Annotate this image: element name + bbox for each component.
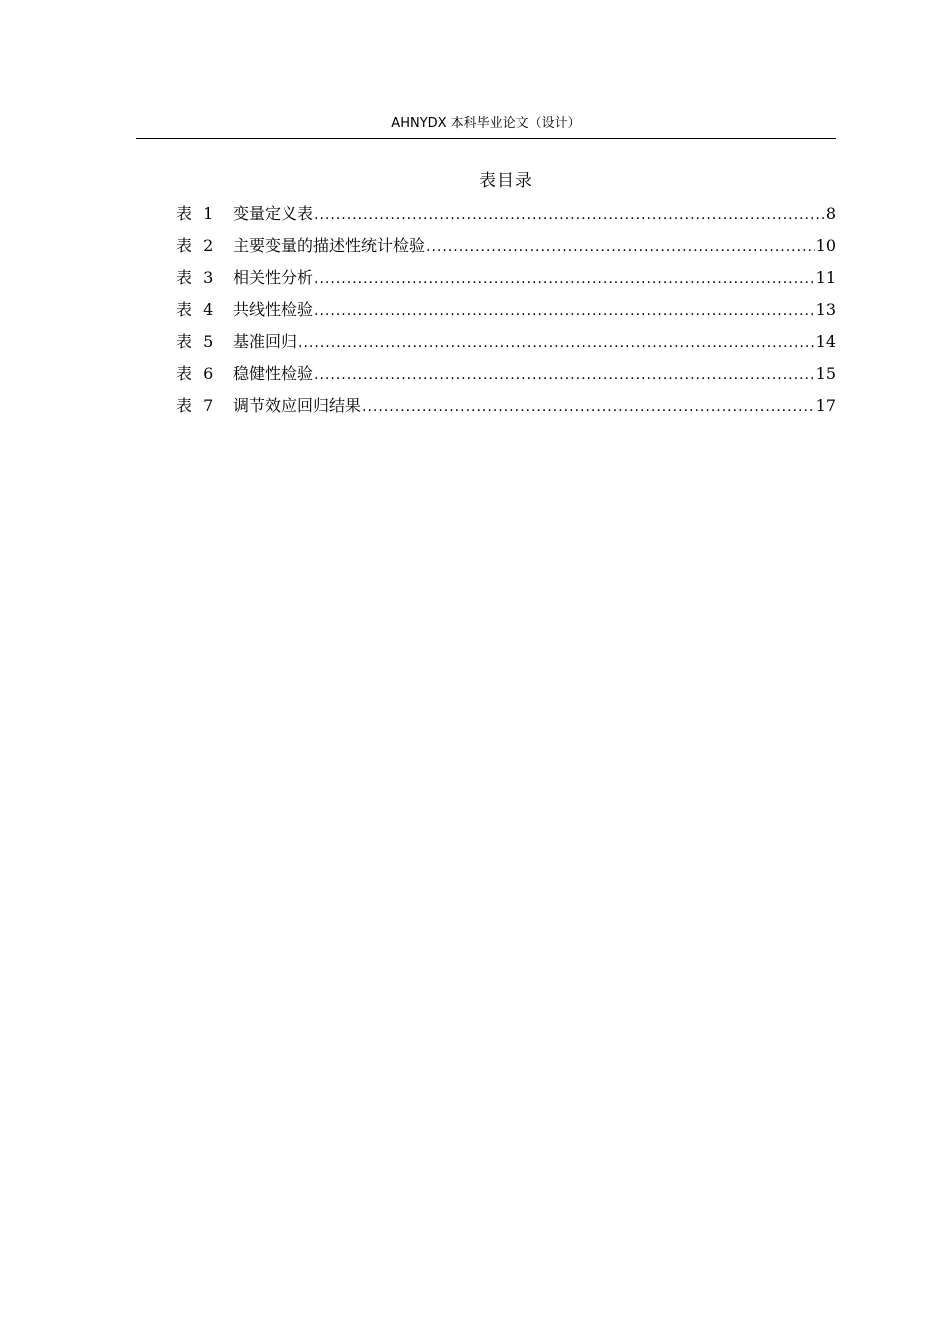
toc-entry-page: 13 [815, 300, 836, 319]
toc-entry-label: 表 1 [176, 204, 214, 223]
toc-entry-title: 相关性分析 [233, 268, 314, 287]
dot-leader [362, 391, 815, 423]
toc-entry-table-4[interactable] [176, 294, 836, 326]
dot-leader [314, 295, 815, 327]
toc-entry-label: 表 5 [176, 332, 214, 351]
toc-entry-page: 15 [815, 364, 836, 383]
toc-entry-title: 变量定义表 [233, 204, 314, 223]
toc-entry-label: 表 2 [176, 236, 214, 255]
toc-entry-table-3[interactable] [176, 262, 836, 294]
toc-entry-page: 14 [815, 332, 836, 351]
toc-entry-table-5[interactable] [176, 326, 836, 358]
toc-title: 表目录 [479, 171, 533, 191]
toc-entry-table-1[interactable] [176, 198, 836, 230]
toc-entry-label: 表 6 [176, 364, 214, 383]
dot-leader [314, 199, 825, 231]
toc-entry-title: 主要变量的描述性统计检验 [233, 236, 426, 255]
toc-entry-title: 共线性检验 [233, 300, 314, 319]
toc-entry-page: 10 [815, 236, 836, 255]
table-of-contents [176, 198, 836, 422]
toc-entry-page: 11 [815, 268, 836, 287]
toc-entry-table-7[interactable] [176, 390, 836, 422]
toc-entry-page: 8 [825, 204, 836, 223]
dot-leader [314, 263, 815, 295]
dot-leader [314, 359, 815, 391]
page-header [136, 114, 836, 139]
toc-entry-title: 调节效应回归结果 [233, 396, 362, 415]
toc-entry-table-2[interactable] [176, 230, 836, 262]
toc-entry-label: 表 7 [176, 396, 214, 415]
toc-entry-title: 基准回归 [233, 332, 298, 351]
toc-entry-label: 表 4 [176, 300, 214, 319]
toc-entry-page: 17 [815, 396, 836, 415]
toc-entry-title: 稳健性检验 [233, 364, 314, 383]
toc-entry-label: 表 3 [176, 268, 214, 287]
dot-leader [298, 327, 815, 359]
header-text: AHNYDX 本科毕业论文（设计） [391, 116, 581, 131]
toc-entry-table-6[interactable] [176, 358, 836, 390]
dot-leader [426, 231, 815, 263]
